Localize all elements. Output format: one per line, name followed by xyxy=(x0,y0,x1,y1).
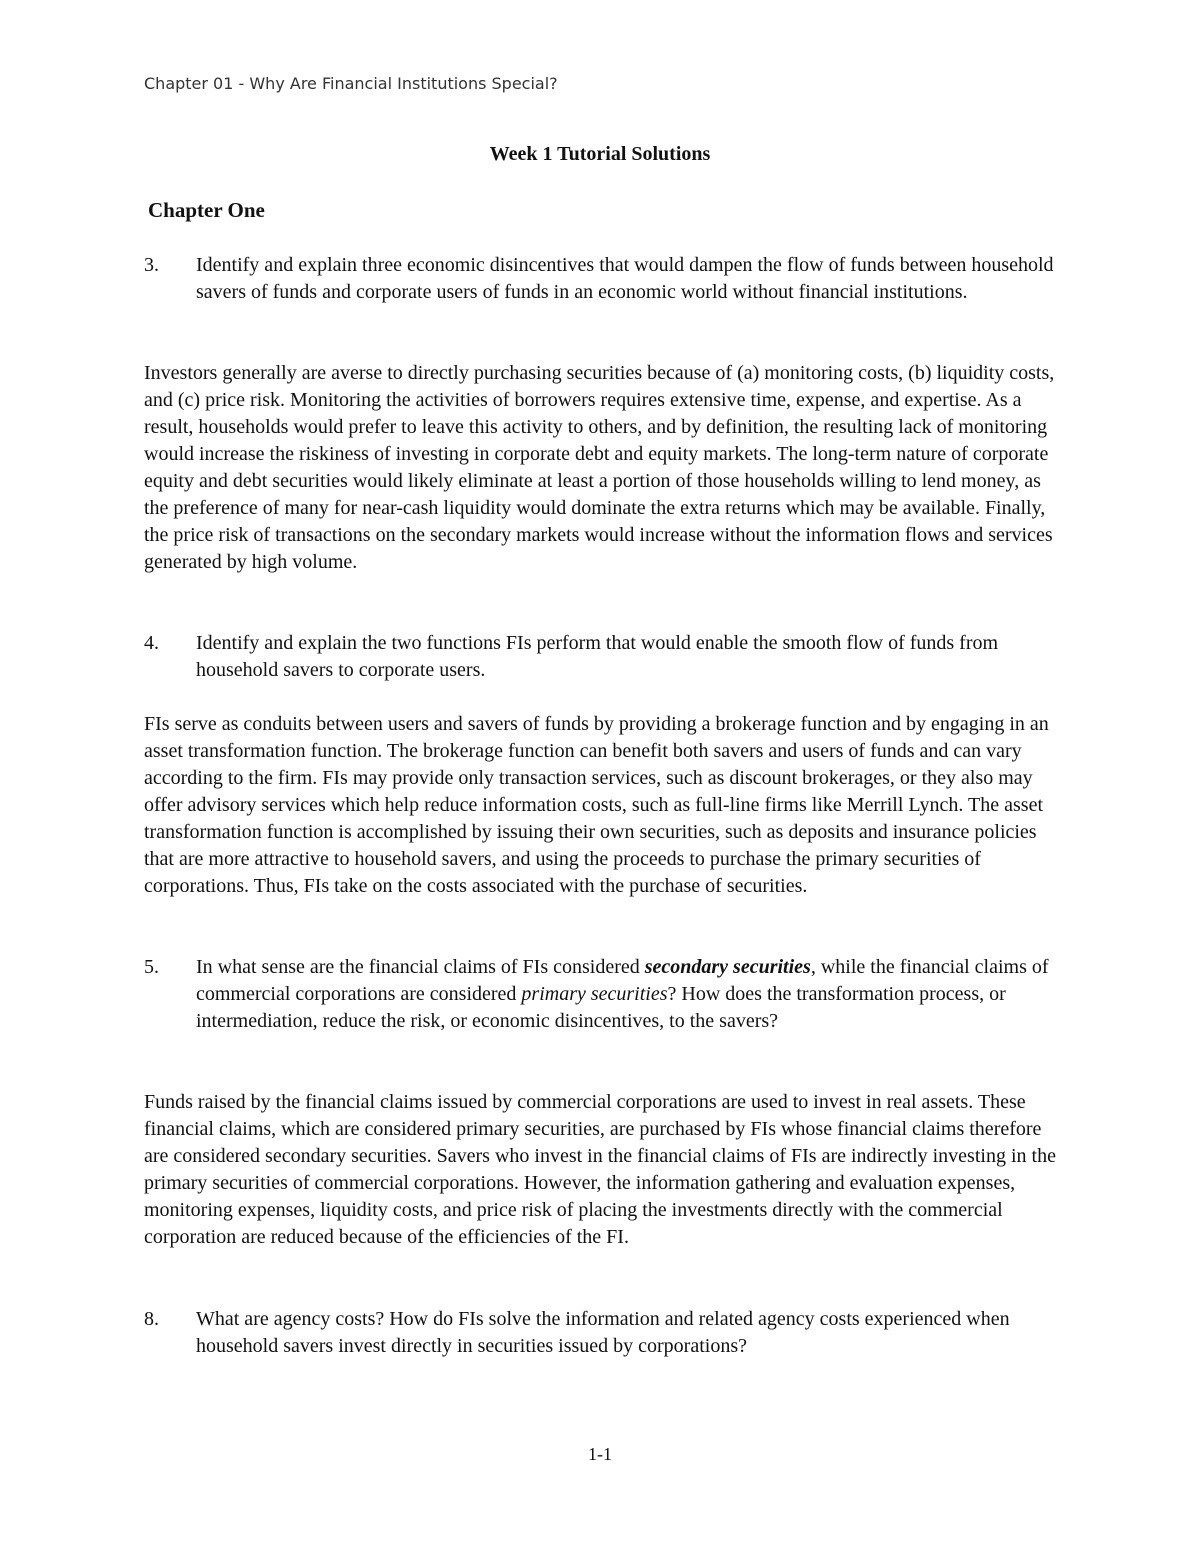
answer-4: FIs serve as conduits between users and savers of funds by providing a brokerage function and by engaging in an asset transformation function. The brokerage function can benefit both savers and users of funds and can vary according to the firm. FIs may provide only transaction services, such as discount brokerages, or they also may offer advisory services which help reduce information costs, such as full-line firms like Merrill Lynch. The asset transformation function is accomplished by issuing their own securities, such as deposits and insurance policies that are more attractive to household savers, and using the proceeds to purchase the primary securities of corporations. Thus, FIs take on the costs associated with the purchase of securities. xyxy=(144,713,1049,897)
answer-5: Funds raised by the financial claims issued by commercial corporations are used to invest in real assets. These financial claims, which are considered primary securities, are purchased by FIs whose financial claims therefore are considered secondary securities. Savers who invest in the financial claims of FIs are indirectly investing in the primary securities of commercial corporations. However, the information gathering and evaluation expenses, monitoring expenses, liquidity costs, and price risk of placing the investments directly with the commercial corporation are reduced because of the efficiencies of the FI. xyxy=(144,1091,1056,1248)
document-title: Week 1 Tutorial Solutions xyxy=(489,143,711,165)
question-number: 8. xyxy=(144,1308,159,1330)
question-number: 3. xyxy=(144,254,159,276)
running-header: Chapter 01 - Why Are Financial Institutions Special? xyxy=(144,74,558,93)
question-text xyxy=(196,954,1064,1035)
answer-3: Investors generally are averse to directly purchasing securities because of (a) monitoring costs, (b) liquidity costs, and (c) price risk. Monitoring the activities of borrowers requires extensive time, expense, and expertise. As a result, households would prefer to leave this activity to others, and by definition, the resulting lack of monitoring would increase the riskiness of investing in corporate debt and equity markets. The long-term nature of corporate equity and debt securities would likely eliminate at least a portion of those households willing to lend money, as the preference of many for near-cash liquidity would dominate the extra returns which may be available. Finally, the price risk of transactions on the secondary markets would increase without the information flows and services generated by high volume. xyxy=(144,362,1055,573)
question-text-part: , while the financial claims of commercial corporations are considered xyxy=(196,956,1049,1005)
secondary-securities-term: secondary securities xyxy=(644,956,811,978)
chapter-heading: Chapter One xyxy=(148,198,265,222)
question-text: What are agency costs? How do FIs solve the information and related agency costs experienced when household savers invest directly in securities issued by corporations? xyxy=(196,1308,1010,1357)
question-text: Identify and explain the two functions FIs perform that would enable the smooth flow of funds from household savers to corporate users. xyxy=(196,632,999,681)
question-number: 4. xyxy=(144,632,159,654)
question-number: 5. xyxy=(144,956,159,978)
question-text-part: In what sense are the financial claims of FIs considered xyxy=(196,956,645,978)
question-text-part: ? How does the transformation process, or intermediation, reduce the risk, or economic disincentives, to the savers? xyxy=(196,983,1006,1032)
primary-securities-term: primary securities xyxy=(521,983,668,1005)
question-text: Identify and explain three economic disincentives that would dampen the flow of funds between household savers of funds and corporate users of funds in an economic world without financial institutions. xyxy=(196,254,1054,303)
page-number: 1-1 xyxy=(588,1444,612,1464)
